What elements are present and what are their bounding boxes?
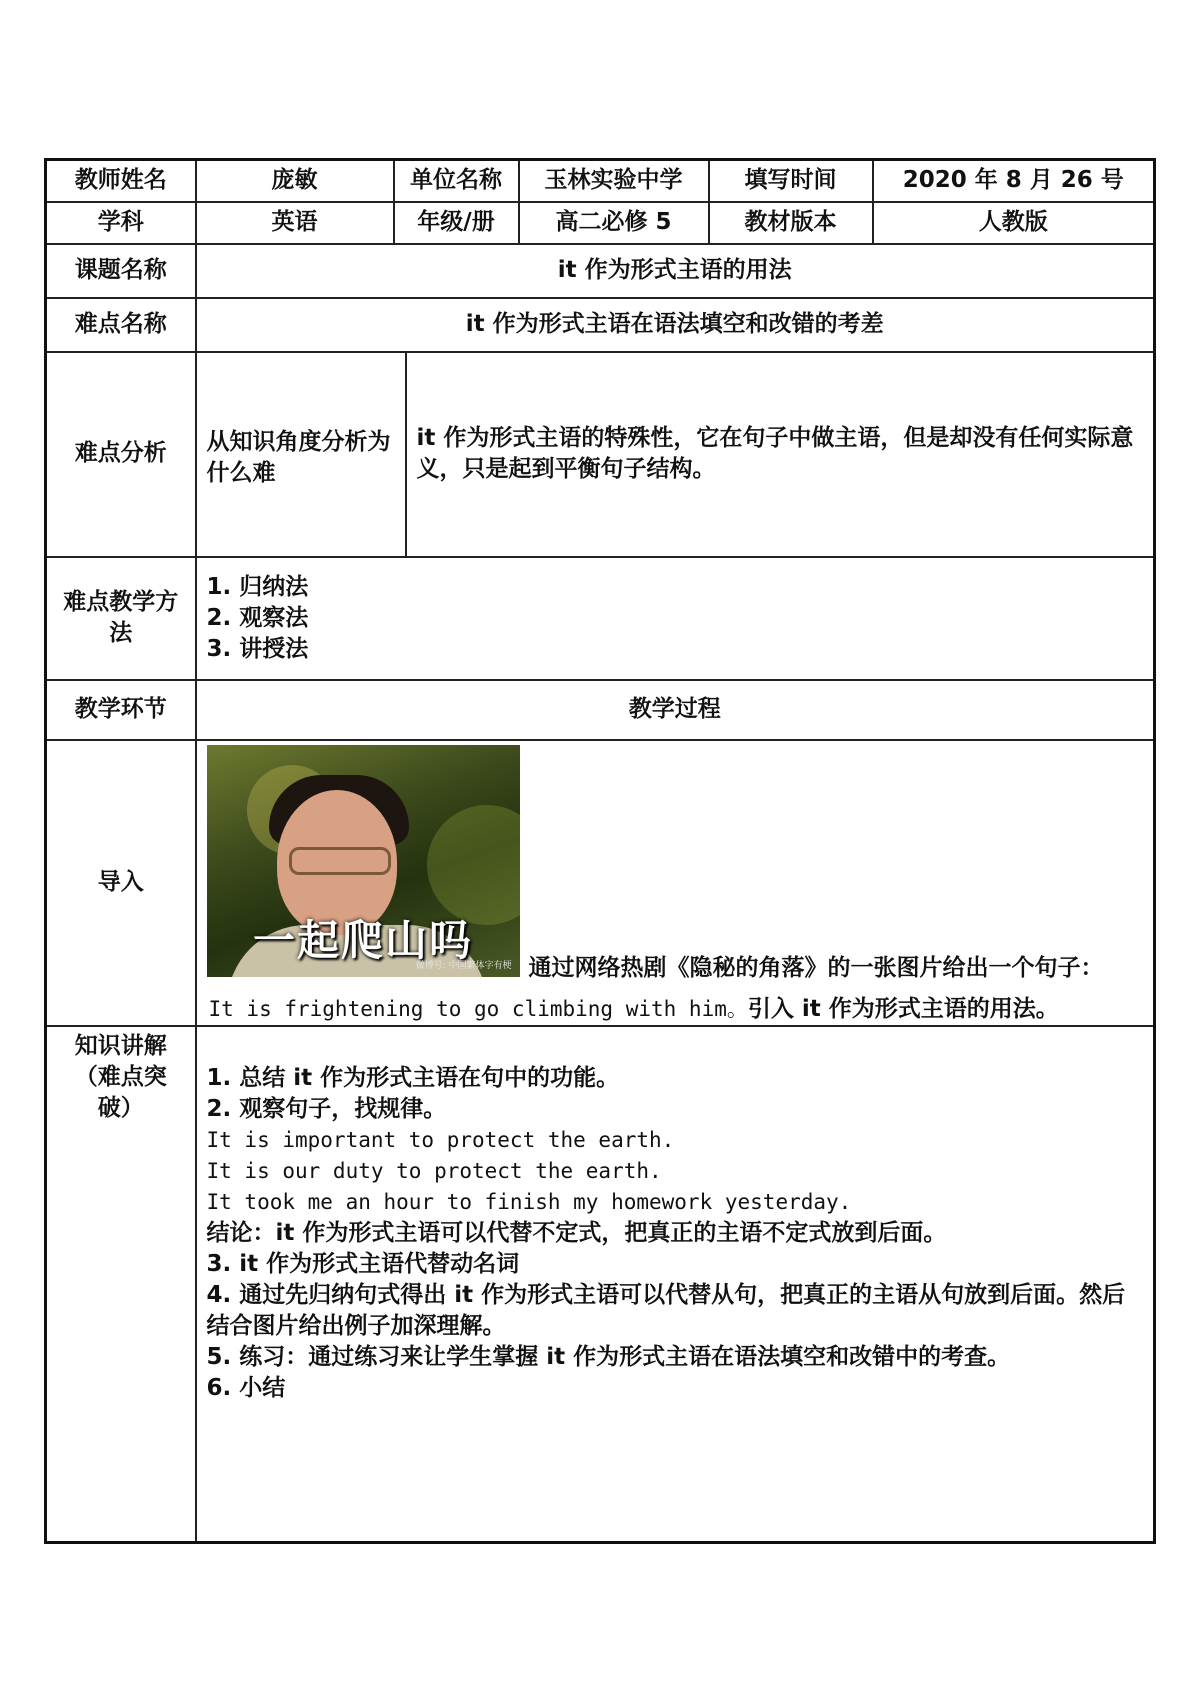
knowledge-label-line: 破） xyxy=(97,1094,144,1121)
grade-label: 年级/册 xyxy=(394,202,519,244)
unit-value: 玉林实验中学 xyxy=(519,160,709,202)
knowledge-row xyxy=(46,1026,1155,1543)
topic-value: it 作为形式主语的用法 xyxy=(196,244,1155,298)
intro-line-2 xyxy=(209,994,1059,1025)
intro-example-sentence: It is frightening to go climbing with him。 xyxy=(208,996,748,1021)
knowledge-item: 3. it 作为形式主语代替动名词 xyxy=(206,1250,520,1277)
drama-still-image xyxy=(207,745,520,977)
knowledge-item: 6. 小结 xyxy=(206,1374,286,1401)
date-label: 填写时间 xyxy=(709,160,873,202)
intro-row xyxy=(46,740,1155,1026)
image-watermark: 微博号: 中国繁体字有梗 xyxy=(415,961,512,972)
method-item: 1. 归纳法 xyxy=(206,573,309,600)
topic-label: 课题名称 xyxy=(46,244,196,298)
knowledge-item: 2. 观察句子，找规律。 xyxy=(206,1095,447,1122)
intro-label: 导入 xyxy=(46,740,196,1026)
grade-value: 高二必修 5 xyxy=(519,202,709,244)
knowledge-label-line: （难点突 xyxy=(74,1063,167,1090)
process-header-row xyxy=(46,680,1155,740)
difficulty-row xyxy=(46,298,1155,352)
intro-line-1: 通过网络热剧《隐秘的角落》的一张图片给出一个句子： xyxy=(528,954,1104,981)
knowledge-item: 5. 练习：通过练习来让学生掌握 it 作为形式主语在语法填空和改错中的考查。 xyxy=(206,1343,1011,1370)
difficulty-label: 难点名称 xyxy=(46,298,196,352)
intro-content xyxy=(196,740,1155,1026)
textbook-value: 人教版 xyxy=(873,202,1155,244)
stage-label: 教学环节 xyxy=(46,680,196,740)
methods-list xyxy=(196,557,1155,680)
knowledge-conclusion: 结论：it 作为形式主语可以代替不定式，把真正的主语不定式放到后面。 xyxy=(206,1219,947,1246)
analysis-row xyxy=(46,352,1155,557)
knowledge-item: 4. 通过先归纳句式得出 it 作为形式主语可以代替从句，把真正的主语从句放到后面。然后结合图片给出例子加深理解。 xyxy=(206,1281,1126,1339)
knowledge-item: 1. 总结 it 作为形式主语在句中的功能。 xyxy=(206,1064,620,1091)
subject-value: 英语 xyxy=(196,202,394,244)
lesson-plan-table xyxy=(44,158,1156,1544)
image-caption: 一起爬山吗 xyxy=(252,915,473,965)
header-row-2 xyxy=(46,202,1155,244)
header-row-1 xyxy=(46,160,1155,202)
analysis-label: 难点分析 xyxy=(46,352,196,557)
teacher-label: 教师姓名 xyxy=(46,160,196,202)
process-label: 教学过程 xyxy=(196,680,1155,740)
knowledge-content xyxy=(196,1026,1155,1543)
unit-label: 单位名称 xyxy=(394,160,519,202)
analysis-sub-label: 从知识角度分析为什么难 xyxy=(196,352,406,557)
date-value: 2020 年 8 月 26 号 xyxy=(873,160,1155,202)
subject-label: 学科 xyxy=(46,202,196,244)
example-sentence: It is our duty to protect the earth. xyxy=(206,1158,662,1183)
intro-line-2-cn: 引入 it 作为形式主语的用法。 xyxy=(747,995,1059,1022)
analysis-text: it 作为形式主语的特殊性，它在句子中做主语，但是却没有任何实际意义，只是起到平衡句子结构。 xyxy=(406,352,1155,557)
example-sentence: It took me an hour to finish my homework yesterday. xyxy=(206,1189,852,1214)
methods-label: 难点教学方法 xyxy=(46,557,196,680)
method-item: 2. 观察法 xyxy=(206,604,309,631)
teacher-value: 庞敏 xyxy=(196,160,394,202)
topic-row xyxy=(46,244,1155,298)
method-item: 3. 讲授法 xyxy=(206,635,309,662)
textbook-label: 教材版本 xyxy=(709,202,873,244)
methods-row xyxy=(46,557,1155,680)
knowledge-label-line: 知识讲解 xyxy=(74,1032,167,1059)
knowledge-label xyxy=(46,1026,196,1543)
example-sentence: It is important to protect the earth. xyxy=(206,1127,675,1152)
difficulty-value: it 作为形式主语在语法填空和改错的考差 xyxy=(196,298,1155,352)
